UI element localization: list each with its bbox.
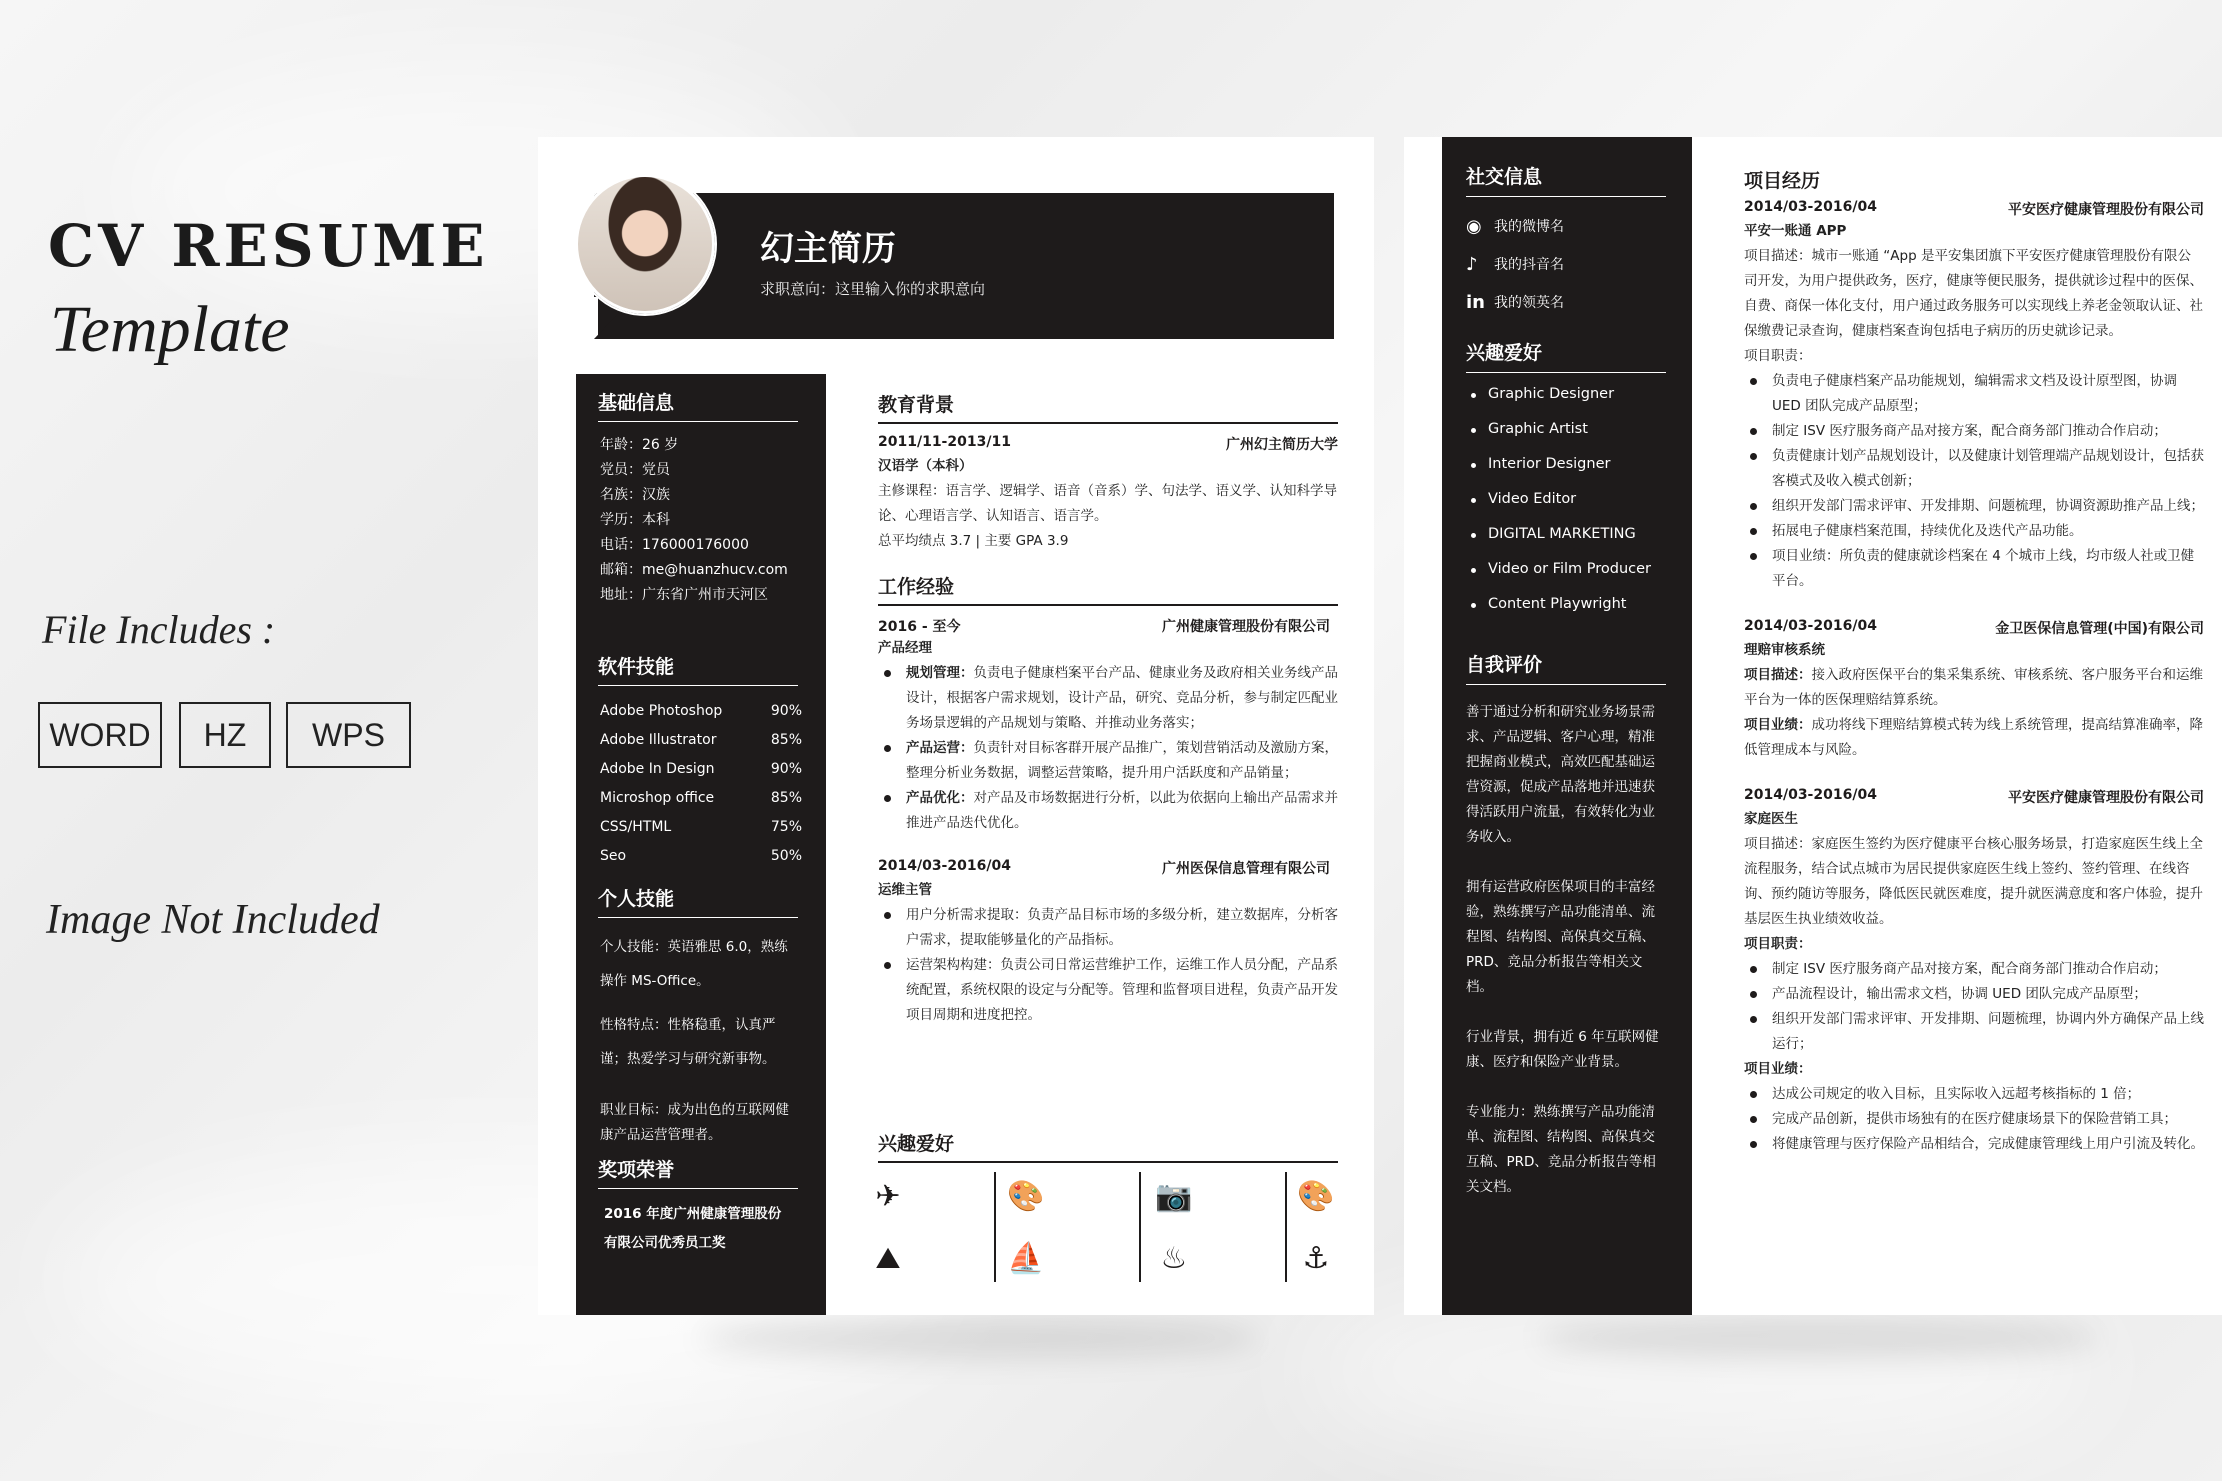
job-role: 产品经理 bbox=[878, 640, 932, 656]
education-section bbox=[878, 390, 1338, 554]
hobby-item: Video or Film Producer bbox=[1466, 552, 1686, 587]
job-bullet: 产品运营：负责针对目标客群开展产品推广，策划营销活动及激励方案，整理分析业务数据，调整运营策略，提升用户活跃度和产品销量； bbox=[878, 736, 1338, 786]
kayak-icon: ⛵ bbox=[1007, 1240, 1045, 1276]
projects-heading: 项目经历 bbox=[1744, 170, 1821, 192]
page-shadow bbox=[700, 1318, 1260, 1358]
project-date: 2014/03-2016/04 bbox=[1744, 199, 1877, 215]
skill-row bbox=[600, 726, 802, 755]
projects-section bbox=[1744, 166, 2204, 1157]
project-description: 项目描述：接入政府医保平台的集采集系统、审核系统、客户服务平台和运维平台为一体的医保理赔结算系统。 bbox=[1744, 667, 2203, 708]
skill-name: Seo bbox=[600, 848, 627, 864]
job-company: 广州健康管理股份有限公司 bbox=[1162, 619, 1330, 635]
kayak-paddle-icon: ⚓ bbox=[1302, 1240, 1330, 1276]
format-badge-wps: WPS bbox=[286, 702, 411, 768]
skill-percent: 90% bbox=[770, 761, 802, 777]
image-not-included-note: Image Not Included bbox=[46, 897, 380, 943]
hobby-item: Interior Designer bbox=[1466, 447, 1686, 482]
avatar-photo bbox=[575, 174, 715, 314]
project-bullet: 负责健康计划产品规划设计，以及健康计划管理端产品规划设计，包括获客模式及收入模式创新； bbox=[1744, 444, 2204, 494]
project-duty-label: 项目职责： bbox=[1744, 936, 1812, 952]
promo-subtitle: Template bbox=[50, 293, 290, 366]
social-item bbox=[1466, 207, 1676, 245]
career-goal-text: 职业目标：成为出色的互联网健康产品运营管理者。 bbox=[600, 1102, 789, 1143]
software-skills-heading: 软件技能 bbox=[598, 652, 798, 686]
personality-text: 性格特点：性格稳重，认真严谨；热爱学习与研究新事物。 bbox=[600, 1017, 776, 1067]
project-date: 2014/03-2016/04 bbox=[1744, 618, 1877, 634]
education-heading: 教育背景 bbox=[878, 390, 1338, 424]
project-bullet: 将健康管理与医疗保险产品相结合，完成健康管理线上用户引流及转化。 bbox=[1744, 1132, 2204, 1157]
airplane-icon: ✈ bbox=[875, 1178, 901, 1214]
self-eval-paragraph: 专业能力：熟练撰写产品功能清单、流程图、结构图、高保真交互稿、PRD、竞品分析报告等相关文档。 bbox=[1466, 1104, 1656, 1195]
social-label: 我的抖音名 bbox=[1494, 257, 1564, 273]
skill-name: CSS/HTML bbox=[600, 819, 672, 835]
project-description: 项目描述：家庭医生签约为医疗健康平台核心服务场景，打造家庭医生线上全流程服务，结合试点城市为居民提供家庭医生线上签约、签约管理、在线咨询、预约随访等服务，降低医民就医难度，提升就医满意度和客户体验，提升基层医生执业绩效收益。 bbox=[1744, 836, 2203, 927]
tiktok-icon: ♪ bbox=[1466, 253, 1478, 275]
project-bullet: 组织开发部门需求评审、开发排期、问题梳理，协调内外方确保产品上线运行； bbox=[1744, 1007, 2204, 1057]
project-bullet: 制定 ISV 医疗服务商产品对接方案，配合商务部门推动合作启动； bbox=[1744, 957, 2204, 982]
project-bullet: 项目业绩：所负责的健康就诊档案在 4 个城市上线，均市级人社或卫健平台。 bbox=[1744, 544, 2204, 594]
job-role: 运维主管 bbox=[878, 882, 932, 898]
education-date: 2011/11-2013/11 bbox=[878, 434, 1011, 450]
hobby-item: DIGITAL MARKETING bbox=[1466, 517, 1686, 552]
skill-row bbox=[600, 755, 802, 784]
divider bbox=[1139, 1172, 1141, 1282]
job-bullet: 运营架构构建：负责公司日常运营维护工作，运维工作人员分配，产品系统配置，系统权限的设定与分配等。管理和监督项目进程，负责产品开发项目周期和进度把控。 bbox=[878, 953, 1338, 1028]
skill-name: Adobe In Design bbox=[600, 761, 715, 777]
promo-title: CV RESUME bbox=[48, 212, 489, 280]
basic-info-item: 名族：汉族 bbox=[600, 487, 670, 503]
work-section bbox=[878, 572, 1338, 1028]
awards-heading: 奖项荣誉 bbox=[598, 1155, 798, 1189]
project-description: 项目描述：城市一账通 “App 是平安集团旗下平安医疗健康管理股份有限公司开发，为用户提供政务，医疗，健康等便民服务，提供就诊过程中的医保、自费、商保一体化支付，用户通过政务服务可以实现线上养老金领取认证、社保缴费记录查询，健康档案查询包括电子病历的历史就诊记录。 bbox=[1744, 248, 2203, 339]
mountain-icon: ⛰ bbox=[875, 1240, 901, 1276]
basic-info-item: 党员：党员 bbox=[600, 462, 670, 478]
project-bullet: 组织开发部门需求评审、开发排期、问题梳理，协调资源助推产品上线； bbox=[1744, 494, 2204, 519]
project-company: 平安医疗健康管理股份有限公司 bbox=[2008, 790, 2204, 806]
divider bbox=[1285, 1172, 1287, 1282]
linkedin-icon: in bbox=[1466, 291, 1485, 313]
personal-skill-text: 个人技能：英语雅思 6.0，熟练操作 MS-Office。 bbox=[600, 939, 788, 989]
skill-row bbox=[600, 784, 802, 813]
skill-row bbox=[600, 697, 802, 726]
job-bullet: 规划管理：负责电子健康档案平台产品、健康业务及政府相关业务线产品设计，根据客户需求规划，设计产品，研究、竞品分析，参与制定匹配业务场景逻辑的产品规划与策略、并推动业务落实； bbox=[878, 661, 1338, 736]
sidebar bbox=[1442, 137, 1692, 1315]
project-bullet: 拓展电子健康档案范围，持续优化及迭代产品功能。 bbox=[1744, 519, 2204, 544]
project-name: 平安一账通 APP bbox=[1744, 223, 1847, 239]
skill-percent: 85% bbox=[770, 732, 802, 748]
skill-name: Adobe Photoshop bbox=[600, 703, 723, 719]
social-label: 我的领英名 bbox=[1494, 295, 1564, 311]
job-date: 2016 - 至今 bbox=[878, 619, 961, 635]
skill-name: Adobe Illustrator bbox=[600, 732, 717, 748]
skill-percent: 85% bbox=[770, 790, 802, 806]
job-bullet: 用户分析需求提取：负责产品目标市场的多级分析，建立数据库，分析客户需求，提取能够量化的产品指标。 bbox=[878, 903, 1338, 953]
weibo-icon: ◉ bbox=[1466, 215, 1482, 237]
skill-row bbox=[600, 842, 802, 871]
hobbies-heading: 兴趣爱好 bbox=[878, 1129, 1338, 1163]
self-eval-paragraph: 善于通过分析和研究业务场景需求、产品逻辑、客户心理，精准把握商业模式，高效匹配基础运营资源，促成产品落地并迅速获得活跃用户流量，有效转化为业务收入。 bbox=[1466, 704, 1655, 845]
hobby-item: Video Editor bbox=[1466, 482, 1686, 517]
project-performance: 项目业绩：成功将线下理赔结算模式转为线上系统管理，提高结算准确率，降低管理成本与风险。 bbox=[1744, 717, 2203, 758]
project-company: 平安医疗健康管理股份有限公司 bbox=[2008, 202, 2204, 218]
hobby-item: Graphic Designer bbox=[1466, 377, 1686, 412]
sidebar bbox=[576, 374, 826, 1315]
paint-palette-icon: 🎨 bbox=[1297, 1178, 1335, 1214]
page-shadow bbox=[1540, 1318, 2100, 1358]
hobbies-section bbox=[878, 1129, 1338, 1163]
award-text: 2016 年度广州健康管理股份有限公司优秀员工奖 bbox=[604, 1206, 782, 1251]
project-name: 理赔审核系统 bbox=[1744, 642, 1825, 658]
resume-page-2 bbox=[1404, 137, 2222, 1315]
job-company: 广州医保信息管理有限公司 bbox=[1162, 861, 1330, 877]
job-intent: 求职意向：这里输入你的求职意向 bbox=[760, 280, 986, 298]
project-date: 2014/03-2016/04 bbox=[1744, 787, 1877, 803]
skill-percent: 50% bbox=[770, 848, 802, 864]
basic-info-item: 电话：176000176000 bbox=[600, 537, 749, 553]
project-bullet: 负责电子健康档案产品功能规划，编辑需求文档及设计原型图，协调 UED 团队完成产品原型； bbox=[1744, 369, 2204, 419]
self-eval-paragraph: 拥有运营政府医保项目的丰富经验，熟练撰写产品功能清单、流程图、结构图、高保真交互稿、PRD、竞品分析报告等相关文档。 bbox=[1466, 879, 1655, 995]
skill-percent: 90% bbox=[770, 703, 802, 719]
personal-skills-heading: 个人技能 bbox=[598, 884, 798, 918]
basic-info-item: 邮箱：me@huanzhucv.com bbox=[600, 562, 788, 578]
basic-info-item: 年龄：26 岁 bbox=[600, 437, 679, 453]
project-bullet: 达成公司规定的收入目标，且实际收入远超考核指标的 1 倍； bbox=[1744, 1082, 2204, 1107]
self-eval-paragraph: 行业背景，拥有近 6 年互联网健康、医疗和保险产业背景。 bbox=[1466, 1029, 1659, 1070]
social-item bbox=[1466, 283, 1676, 321]
hobby-item: Content Playwright bbox=[1466, 587, 1686, 622]
project-bullet: 完成产品创新，提供市场独有的在医疗健康场景下的保险营销工具； bbox=[1744, 1107, 2204, 1132]
camera-icon: 📷 bbox=[1155, 1178, 1193, 1214]
job-bullet: 产品优化：对产品及市场数据进行分析，以此为依据向上输出产品需求并推进产品迭代优化。 bbox=[878, 786, 1338, 836]
education-school: 广州幻主简历大学 bbox=[1226, 437, 1338, 453]
self-eval-heading: 自我评价 bbox=[1466, 650, 1666, 685]
cooking-icon: ♨ bbox=[1160, 1240, 1188, 1276]
skill-percent: 75% bbox=[770, 819, 802, 835]
project-performance-label: 项目业绩： bbox=[1744, 1061, 1812, 1077]
project-bullet: 制定 ISV 医疗服务商产品对接方案，配合商务部门推动合作启动； bbox=[1744, 419, 2204, 444]
social-item bbox=[1466, 245, 1676, 283]
project-company: 金卫医保信息管理(中国)有限公司 bbox=[1995, 621, 2204, 637]
education-major: 汉语学（本科） bbox=[878, 458, 973, 474]
job-date: 2014/03-2016/04 bbox=[878, 858, 1011, 874]
format-badge-word: WORD bbox=[38, 702, 162, 768]
resume-page-1 bbox=[538, 137, 1374, 1315]
divider bbox=[994, 1172, 996, 1282]
project-bullet: 产品流程设计，输出需求文档，协调 UED 团队完成产品原型； bbox=[1744, 982, 2204, 1007]
hobby-icon-grid bbox=[868, 1172, 1348, 1292]
skill-name: Microshop office bbox=[600, 790, 715, 806]
basic-info-item: 学历：本科 bbox=[600, 512, 670, 528]
files-label: File Includes : bbox=[42, 607, 276, 652]
palette-icon: 🎨 bbox=[1007, 1178, 1045, 1214]
basic-info-item: 地址：广东省广州市天河区 bbox=[600, 587, 768, 603]
education-gpa: 总平均绩点 3.7 | 主要 GPA 3.9 bbox=[878, 533, 1069, 549]
header-wedge bbox=[538, 297, 598, 339]
basic-info-heading: 基础信息 bbox=[598, 388, 798, 422]
work-heading: 工作经验 bbox=[878, 572, 1338, 606]
format-badge-hz: HZ bbox=[179, 702, 271, 768]
hobbies-heading: 兴趣爱好 bbox=[1466, 338, 1666, 373]
social-heading: 社交信息 bbox=[1466, 162, 1666, 197]
resume-name: 幻主简历 bbox=[760, 229, 896, 269]
skill-row bbox=[600, 813, 802, 842]
education-courses: 主修课程：语言学、逻辑学、语音（音系）学、句法学、语义学、认知科学导论、心理语言学、认知语言、语言学。 bbox=[878, 483, 1337, 524]
hobby-item: Graphic Artist bbox=[1466, 412, 1686, 447]
project-name: 家庭医生 bbox=[1744, 811, 1798, 827]
social-label: 我的微博名 bbox=[1494, 219, 1564, 235]
project-duty-label: 项目职责： bbox=[1744, 348, 1812, 364]
